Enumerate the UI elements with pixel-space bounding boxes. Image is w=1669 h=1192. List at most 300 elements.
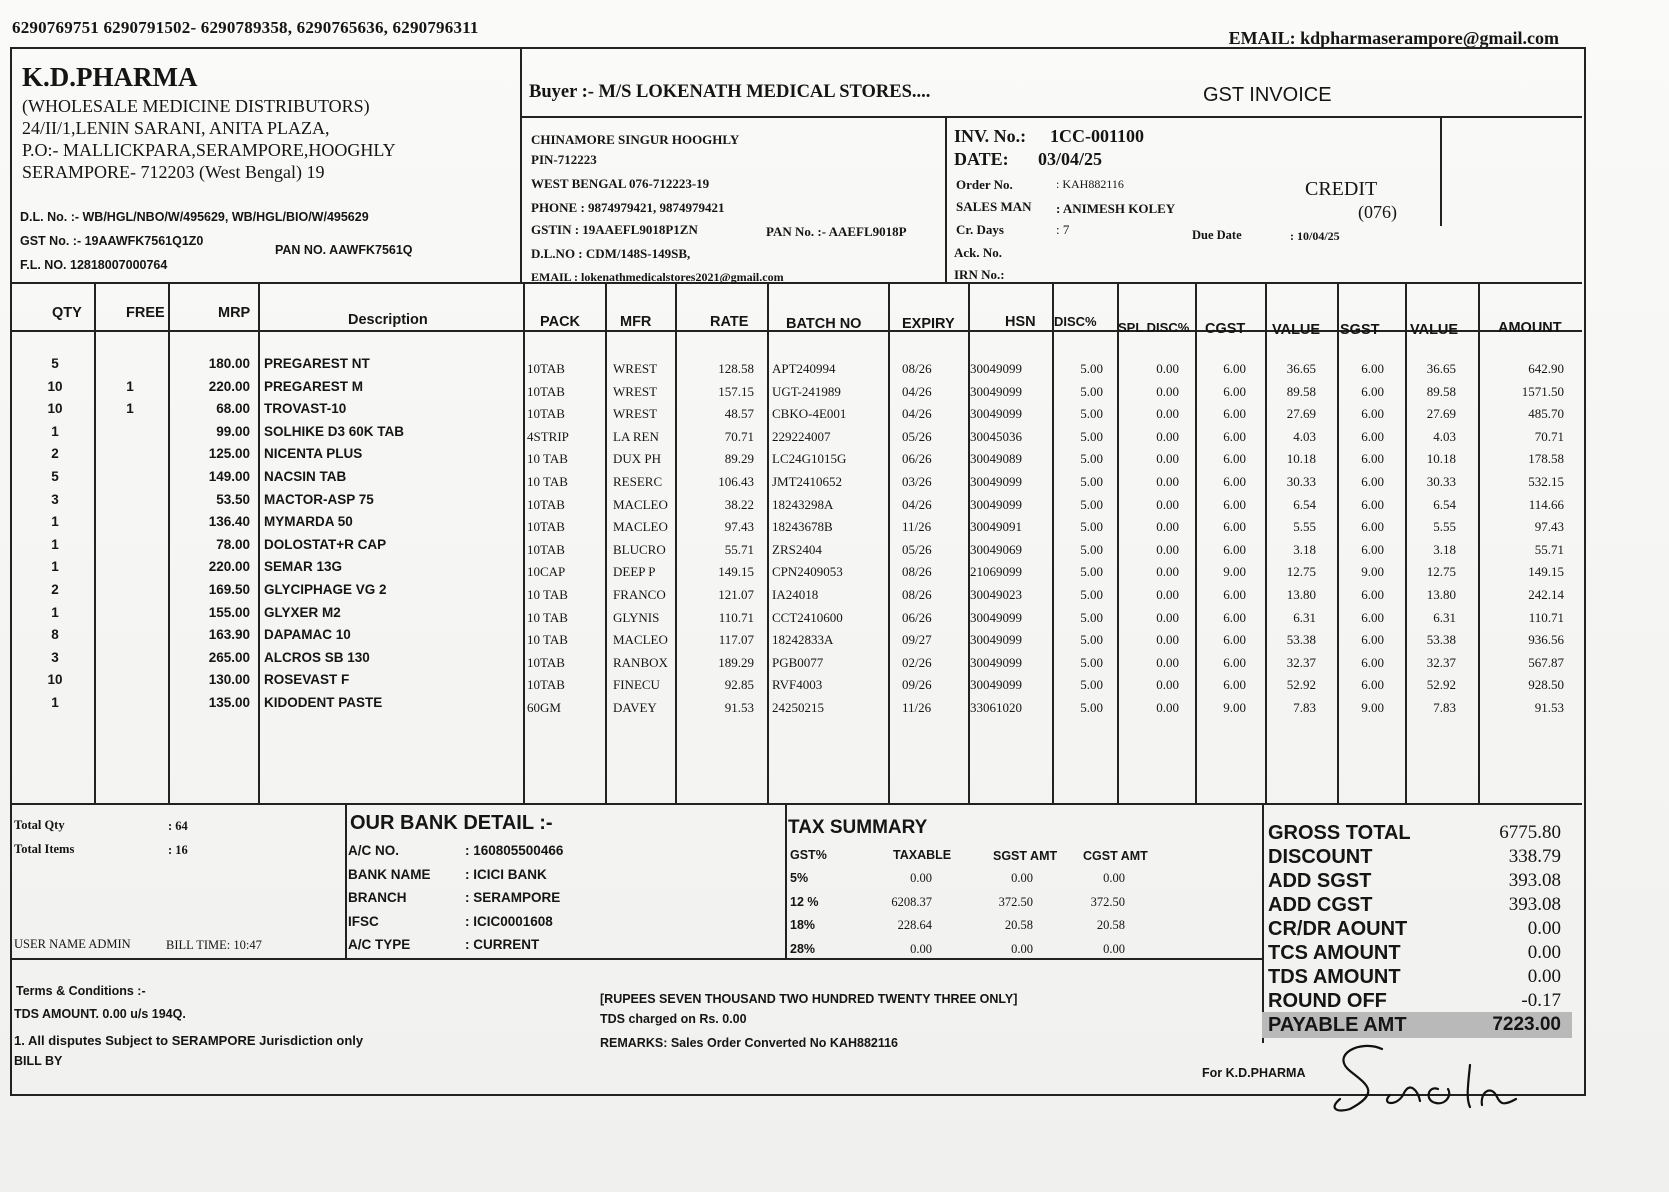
- inv-no: 1CC-001100: [1050, 126, 1144, 146]
- inv-divider: [945, 116, 947, 283]
- cell-qty: 3: [51, 649, 59, 665]
- cell-pack: 10TAB: [527, 496, 565, 512]
- payable-amount: 7223.00: [1492, 1014, 1561, 1035]
- tax-title: TAX SUMMARY: [788, 817, 928, 838]
- cell-pack: 10TAB: [527, 654, 565, 670]
- cell-qty: 10: [47, 672, 63, 688]
- cell-qty: 1: [51, 514, 59, 530]
- cell-rate: 117.07: [718, 632, 754, 648]
- cell-mrp: 163.90: [208, 627, 250, 643]
- cell-spl: 0.00: [1156, 564, 1179, 580]
- tax-cell-taxable: 228.64: [897, 918, 932, 932]
- cell-hsn: 30049099: [970, 654, 1022, 670]
- cell-amount: 485.70: [1528, 406, 1564, 422]
- buyer-email: EMAIL : lokenathmedicalstores2021@gmail.com: [531, 270, 784, 284]
- total-value: 338.79: [1508, 846, 1561, 867]
- cell-mfr: FINECU: [613, 677, 660, 693]
- cell-sgst: 6.00: [1361, 632, 1384, 648]
- cell-mrp: 265.00: [208, 649, 250, 665]
- cell-pack: 10TAB: [527, 383, 565, 399]
- cell-disc: 5.00: [1080, 587, 1103, 602]
- cell-cgst: 6.00: [1223, 632, 1246, 648]
- cell-cval: 5.55: [1293, 519, 1316, 535]
- cell-disc: 5.00: [1080, 474, 1103, 489]
- terms-title: Terms & Conditions :-: [16, 984, 146, 998]
- cell-mrp: 155.00: [208, 604, 250, 620]
- cell-hsn: 30049089: [970, 451, 1022, 467]
- bill-by: BILL BY: [14, 1054, 63, 1068]
- due-label: Due Date: [1192, 228, 1242, 242]
- cell-batch: IA24018: [772, 587, 819, 602]
- phone-numbers: 6290769751 6290791502- 6290789358, 6290765636, 6290796311: [12, 18, 479, 37]
- cell-cval: 13.80: [1286, 587, 1316, 602]
- seller-line: P.O:- MALLICKPARA,SERAMPORE,HOOGHLY: [22, 140, 396, 160]
- cell-expiry: 03/26: [902, 474, 932, 489]
- cell-cval: 36.65: [1286, 361, 1316, 376]
- buyer-gstin: GSTIN : 19AAEFL9018P1ZN: [531, 222, 698, 237]
- col-expiry: EXPIRY: [902, 316, 955, 332]
- cell-cval: 32.37: [1286, 654, 1316, 670]
- total-items: : 16: [168, 843, 188, 857]
- cell-sval: 6.54: [1433, 496, 1456, 512]
- cell-cgst: 6.00: [1223, 474, 1246, 489]
- cell-qty: 3: [51, 491, 59, 507]
- cell-mfr: WREST: [613, 406, 658, 422]
- cell-mfr: RANBOX: [613, 654, 668, 670]
- tax-cell-sgst: 0.00: [1011, 941, 1033, 956]
- bank-value: : CURRENT: [465, 937, 540, 952]
- cell-amount: 1571.50: [1521, 383, 1564, 399]
- cell-cval: 6.54: [1293, 496, 1316, 512]
- cell-amount: 55.71: [1534, 541, 1564, 557]
- tax-cell-taxable: 0.00: [910, 871, 932, 885]
- bank-label: A/C NO.: [348, 843, 400, 858]
- cell-sgst: 6.00: [1361, 496, 1384, 512]
- bank-label: A/C TYPE: [348, 937, 411, 952]
- total-label: GROSS TOTAL: [1268, 822, 1411, 844]
- buyer-state: WEST BENGAL 076-712223-19: [531, 176, 710, 191]
- cell-spl: 0.00: [1156, 541, 1179, 557]
- cell-cgst: 6.00: [1223, 541, 1246, 557]
- cell-qty: 1: [51, 536, 59, 552]
- cell-qty: 1: [51, 695, 59, 710]
- cell-disc: 5.00: [1080, 496, 1103, 512]
- cell-hsn: 30049099: [970, 677, 1022, 693]
- cell-batch: ZRS2404: [772, 541, 822, 557]
- total-value: 0.00: [1527, 918, 1561, 939]
- remarks: REMARKS: Sales Order Converted No KAH882116: [600, 1036, 899, 1050]
- cell-disc: 5.00: [1080, 519, 1103, 535]
- cell-disc: 5.00: [1080, 383, 1103, 399]
- cell-mrp: 149.00: [208, 469, 250, 484]
- total-value: 0.00: [1527, 966, 1561, 987]
- cell-expiry: 04/26: [902, 496, 932, 512]
- cell-batch: UGT-241989: [772, 383, 841, 399]
- cell-mrp: 53.50: [216, 491, 250, 507]
- cell-cgst: 6.00: [1223, 428, 1246, 444]
- cell-cval: 52.92: [1286, 677, 1316, 693]
- cell-rate: 149.15: [718, 564, 754, 580]
- cell-sgst: 6.00: [1361, 451, 1384, 467]
- bank-label: IFSC: [348, 913, 379, 929]
- payable-label: PAYABLE AMT: [1268, 1014, 1407, 1036]
- cell-qty: 10: [47, 401, 63, 417]
- cell-cgst: 6.00: [1223, 519, 1246, 535]
- cell-pack: 10 TAB: [527, 609, 568, 625]
- total-label: ROUND OFF: [1268, 990, 1387, 1012]
- cell-cgst: 6.00: [1223, 654, 1246, 670]
- cell-desc: MACTOR-ASP 75: [264, 491, 374, 507]
- seller-fl: F.L. NO. 12818007000764: [20, 258, 168, 272]
- col-free: FREE: [126, 305, 165, 321]
- tax-head-rate: GST%: [790, 848, 827, 862]
- cell-amount: 114.66: [1528, 496, 1564, 512]
- cell-amount: 936.56: [1528, 632, 1564, 648]
- cell-desc: KIDODENT PASTE: [264, 695, 383, 710]
- cell-expiry: 04/26: [902, 383, 932, 399]
- cell-spl: 0.00: [1156, 632, 1179, 648]
- col-line: [523, 282, 525, 803]
- cell-mrp: 180.00: [208, 356, 250, 371]
- col-line: [258, 282, 260, 803]
- seller-dl: D.L. No. :- WB/HGL/NBO/W/495629, WB/HGL/BIO/W/495629: [20, 210, 369, 224]
- cell-cval: 53.38: [1286, 632, 1316, 648]
- cell-hsn: 30045036: [970, 428, 1022, 444]
- cell-sgst: 6.00: [1361, 406, 1384, 422]
- tax-cell-cgst: 20.58: [1096, 918, 1125, 932]
- cell-mrp: 136.40: [208, 514, 250, 530]
- cell-expiry: 06/26: [902, 451, 932, 467]
- tax-cell-rate: 18%: [790, 918, 816, 932]
- cell-expiry: 09/27: [902, 632, 932, 648]
- cell-expiry: 11/26: [902, 519, 932, 535]
- cell-expiry: 06/26: [902, 609, 932, 625]
- credit-divider: [1440, 116, 1442, 226]
- cell-desc: SEMAR 13G: [264, 559, 343, 575]
- cell-cval: 4.03: [1293, 428, 1316, 444]
- tax-head-taxable: TAXABLE: [893, 848, 952, 862]
- cell-disc: 5.00: [1080, 541, 1103, 557]
- col-qty: QTY: [52, 305, 82, 321]
- bank-label: BANK NAME: [348, 866, 431, 882]
- cell-disc: 5.00: [1080, 361, 1103, 376]
- cell-rate: 97.43: [724, 519, 754, 535]
- tax-head-sgst: SGST AMT: [993, 849, 1058, 863]
- cell-desc: PREGAREST NT: [264, 356, 370, 371]
- cell-free: 1: [126, 378, 134, 394]
- cell-cval: 27.69: [1286, 406, 1316, 422]
- seller-pan: PAN NO. AAWFK7561Q: [275, 243, 413, 257]
- cell-sval: 7.83: [1433, 700, 1456, 715]
- cell-mfr: DEEP P: [613, 564, 656, 580]
- cell-hsn: 30049023: [970, 587, 1022, 602]
- cell-sval: 27.69: [1426, 406, 1456, 422]
- summary-bottom: [10, 958, 1262, 960]
- tax-cell-rate: 28%: [790, 941, 816, 956]
- cell-mrp: 78.00: [216, 536, 250, 552]
- jurisdiction-note: 1. All disputes Subject to SERAMPORE Jurisdiction only: [14, 1033, 364, 1048]
- cell-rate: 121.07: [718, 587, 754, 602]
- cell-sval: 13.80: [1426, 587, 1456, 602]
- cell-cval: 3.18: [1293, 541, 1316, 557]
- cell-qty: 5: [51, 469, 59, 484]
- col-line: [1265, 282, 1267, 803]
- cell-mfr: MACLEO: [613, 632, 668, 648]
- cell-amount: 242.14: [1528, 587, 1564, 602]
- table-bottom: [10, 803, 1582, 805]
- user-name: USER NAME ADMIN: [14, 937, 131, 951]
- cell-batch: CBKO-4E001: [772, 406, 847, 422]
- cell-hsn: 30049099: [970, 361, 1022, 376]
- cell-desc: NACSIN TAB: [264, 469, 347, 484]
- cell-batch: 18243678B: [772, 519, 833, 535]
- cell-cgst: 6.00: [1223, 677, 1246, 693]
- buyer-address: CHINAMORE SINGUR HOOGHLY: [531, 132, 740, 147]
- cell-batch: CPN2409053: [772, 564, 843, 580]
- cell-desc: MYMARDA 50: [264, 514, 353, 530]
- buyer-dl: D.L.NO : CDM/148S-149SB,: [531, 246, 691, 261]
- cell-disc: 5.00: [1080, 564, 1103, 580]
- buyer-pan: PAN No. :- AAEFL9018P: [766, 224, 907, 239]
- tax-cell-rate: 12 %: [790, 894, 819, 909]
- cell-amount: 928.50: [1528, 677, 1564, 693]
- cell-mrp: 99.00: [216, 423, 250, 439]
- buyer-title: Buyer :- M/S LOKENATH MEDICAL STORES....: [529, 82, 931, 102]
- total-label: ADD CGST: [1268, 894, 1373, 916]
- total-label: DISCOUNT: [1268, 846, 1373, 868]
- cell-qty: 1: [51, 604, 59, 620]
- bank-title: OUR BANK DETAIL :-: [350, 812, 553, 834]
- header-bottom: [10, 282, 1582, 284]
- cell-hsn: 30049069: [970, 541, 1022, 557]
- cell-cgst: 6.00: [1223, 587, 1246, 602]
- cell-sgst: 6.00: [1361, 474, 1384, 489]
- signature: [1320, 1035, 1580, 1115]
- seller-line: 24/II/1,LENIN SARANI, ANITA PLAZA,: [22, 118, 330, 138]
- cell-sval: 52.92: [1426, 677, 1456, 693]
- total-items-label: Total Items: [14, 842, 75, 856]
- cell-hsn: 21069099: [970, 564, 1022, 580]
- cell-rate: 38.22: [724, 496, 754, 512]
- for-company: For K.D.PHARMA: [1202, 1066, 1306, 1080]
- cell-rate: 70.71: [724, 428, 754, 444]
- cell-mfr: WREST: [613, 361, 658, 376]
- cell-amount: 110.71: [1528, 609, 1564, 625]
- total-value: 393.08: [1508, 894, 1561, 915]
- cell-batch: 18242833A: [772, 632, 834, 648]
- cell-rate: 55.71: [724, 541, 754, 557]
- cell-pack: 10CAP: [527, 564, 566, 580]
- cell-cval: 7.83: [1293, 700, 1316, 715]
- total-label: TDS AMOUNT: [1268, 966, 1401, 988]
- total-value: 0.00: [1527, 942, 1561, 963]
- cell-rate: 157.15: [718, 383, 754, 399]
- cell-disc: 5.00: [1080, 609, 1103, 625]
- col-pack: PACK: [540, 314, 581, 330]
- cell-desc: TROVAST-10: [264, 401, 347, 417]
- cell-sgst: 6.00: [1361, 654, 1384, 670]
- cell-pack: 10 TAB: [527, 587, 568, 602]
- cell-spl: 0.00: [1156, 654, 1179, 670]
- cell-pack: 10 TAB: [527, 474, 568, 489]
- col-line: [94, 282, 96, 803]
- cell-mfr: MACLEO: [613, 496, 668, 512]
- cell-sgst: 9.00: [1361, 564, 1384, 580]
- cell-free: 1: [126, 401, 134, 417]
- cell-mfr: GLYNIS: [613, 609, 660, 625]
- cell-rate: 110.71: [718, 609, 754, 625]
- date-label: DATE:: [954, 149, 1009, 169]
- bill-time: BILL TIME: 10:47: [166, 938, 262, 952]
- cell-hsn: 30049099: [970, 609, 1022, 625]
- total-qty-label: Total Qty: [14, 818, 65, 832]
- col-hsn: HSN: [1005, 314, 1036, 330]
- cell-amount: 97.43: [1534, 519, 1564, 535]
- cell-mfr: LA REN: [613, 428, 659, 444]
- cell-spl: 0.00: [1156, 451, 1179, 467]
- cell-pack: 10 TAB: [527, 451, 568, 467]
- cell-expiry: 08/26: [902, 361, 932, 376]
- cell-amount: 532.15: [1528, 474, 1564, 489]
- cell-mrp: 68.00: [216, 401, 250, 417]
- tax-cell-taxable: 0.00: [910, 941, 932, 956]
- cell-amount: 91.53: [1534, 700, 1564, 715]
- amount-in-words: [RUPEES SEVEN THOUSAND TWO HUNDRED TWENTY THREE ONLY]: [600, 992, 1018, 1006]
- cell-amount: 70.71: [1534, 428, 1564, 444]
- cell-spl: 0.00: [1156, 474, 1179, 489]
- cell-rate: 128.58: [718, 361, 754, 376]
- cell-batch: RVF4003: [772, 677, 823, 693]
- ack-label: Ack. No.: [954, 245, 1003, 260]
- cell-spl: 0.00: [1156, 496, 1179, 512]
- cell-cgst: 9.00: [1223, 564, 1246, 580]
- cell-sgst: 6.00: [1361, 587, 1384, 602]
- cell-batch: CCT2410600: [772, 609, 843, 625]
- cell-pack: 60GM: [527, 700, 561, 715]
- cell-desc: GLYXER M2: [264, 604, 341, 620]
- cell-desc: ALCROS SB 130: [264, 649, 370, 665]
- cell-pack: 4STRIP: [527, 428, 569, 444]
- col-rate: RATE: [710, 314, 749, 330]
- cell-mfr: BLUCRO: [613, 541, 666, 557]
- tax-cell-taxable: 6208.37: [891, 894, 932, 909]
- cell-qty: 1: [51, 559, 59, 575]
- cell-batch: APT240994: [772, 361, 836, 376]
- cell-sval: 5.55: [1433, 519, 1456, 535]
- col-line: [1195, 282, 1197, 803]
- bank-left: [345, 803, 347, 958]
- cell-qty: 5: [51, 356, 59, 371]
- cell-rate: 106.43: [718, 474, 754, 489]
- cell-sgst: 6.00: [1361, 383, 1384, 399]
- cell-spl: 0.00: [1156, 587, 1179, 602]
- cell-cval: 10.18: [1286, 451, 1316, 467]
- col-mfr: MFR: [620, 314, 652, 330]
- bank-value: : 160805500466: [465, 843, 564, 858]
- total-label: TCS AMOUNT: [1268, 942, 1401, 964]
- col-line: [1052, 282, 1054, 803]
- cell-cval: 6.31: [1293, 609, 1316, 625]
- cell-mfr: DUX PH: [613, 451, 662, 467]
- cell-sval: 12.75: [1426, 564, 1456, 580]
- total-qty: : 64: [168, 819, 188, 833]
- invoice-heading: GST INVOICE: [1203, 84, 1332, 106]
- col-line: [1117, 282, 1119, 803]
- col-sgst-value: VALUE: [1410, 322, 1459, 338]
- cell-hsn: 30049099: [970, 632, 1022, 648]
- cell-pack: 10 TAB: [527, 632, 568, 648]
- cell-disc: 5.00: [1080, 654, 1103, 670]
- due-date: : 10/04/25: [1290, 229, 1340, 243]
- cell-hsn: 30049099: [970, 406, 1022, 422]
- crdays-label: Cr. Days: [956, 222, 1004, 237]
- cell-rate: 89.29: [724, 451, 754, 467]
- cell-hsn: 30049099: [970, 474, 1022, 489]
- cell-expiry: 08/26: [902, 564, 932, 580]
- cell-desc: NICENTA PLUS: [264, 446, 363, 462]
- cell-sval: 36.65: [1426, 361, 1456, 376]
- col-cgst: CGST: [1205, 321, 1246, 337]
- cell-cval: 30.33: [1286, 474, 1316, 489]
- order-label: Order No.: [956, 177, 1013, 192]
- cell-mrp: 220.00: [208, 378, 250, 394]
- cell-desc: DAPAMAC 10: [264, 627, 351, 643]
- cell-cval: 12.75: [1286, 564, 1316, 580]
- col-sgst: SGST: [1340, 322, 1380, 338]
- cell-cgst: 6.00: [1223, 496, 1246, 512]
- col-line: [675, 282, 677, 803]
- cell-mfr: FRANCO: [613, 587, 666, 602]
- cell-sgst: 6.00: [1361, 428, 1384, 444]
- cell-sval: 30.33: [1426, 474, 1456, 489]
- cell-qty: 1: [51, 423, 59, 439]
- bank-value: : SERAMPORE: [465, 890, 561, 905]
- cell-cgst: 6.00: [1223, 451, 1246, 467]
- cell-spl: 0.00: [1156, 677, 1179, 693]
- cell-mrp: 220.00: [208, 559, 250, 575]
- buyer-phone: PHONE : 9874979421, 9874979421: [531, 200, 725, 215]
- col-line: [1405, 282, 1407, 803]
- cell-cgst: 6.00: [1223, 609, 1246, 625]
- salesman-label: SALES MAN: [956, 199, 1032, 214]
- cell-disc: 5.00: [1080, 428, 1103, 444]
- cell-spl: 0.00: [1156, 609, 1179, 625]
- cell-spl: 0.00: [1156, 428, 1179, 444]
- cell-qty: 2: [51, 446, 59, 462]
- cell-qty: 10: [47, 378, 63, 394]
- cell-sval: 6.31: [1433, 609, 1456, 625]
- bank-value: : ICICI BANK: [465, 866, 547, 882]
- cell-mfr: MACLEO: [613, 519, 668, 535]
- inv-no-label: INV. No.:: [954, 126, 1027, 146]
- cell-cgst: 9.00: [1223, 700, 1246, 715]
- col-line: [767, 282, 769, 803]
- total-label: ADD SGST: [1268, 870, 1372, 892]
- cell-hsn: 33061020: [970, 700, 1022, 715]
- cell-spl: 0.00: [1156, 700, 1179, 715]
- bank-value: : ICIC0001608: [465, 913, 553, 929]
- total-value: 393.08: [1508, 870, 1561, 891]
- cell-cval: 89.58: [1286, 383, 1316, 399]
- cell-sval: 89.58: [1426, 383, 1456, 399]
- cell-mrp: 169.50: [208, 582, 250, 597]
- tax-left: [785, 803, 787, 958]
- cell-disc: 5.00: [1080, 406, 1103, 422]
- cell-rate: 91.53: [724, 700, 754, 715]
- cell-pack: 10TAB: [527, 677, 565, 693]
- cell-expiry: 09/26: [902, 677, 932, 693]
- col-cgst-value: VALUE: [1272, 322, 1321, 338]
